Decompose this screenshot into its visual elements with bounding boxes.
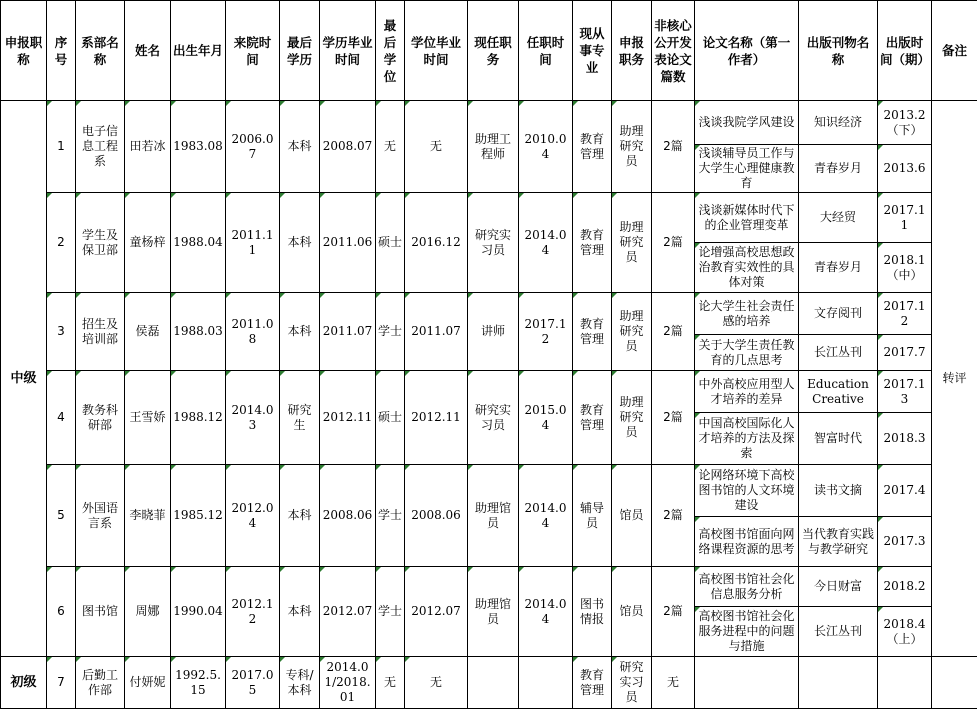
name-cell: 付妍妮 (125, 657, 171, 709)
name-cell: 李晓菲 (125, 465, 171, 567)
header-cell: 出生年月 (171, 1, 226, 101)
degree-date-cell: 2011.07 (405, 293, 468, 371)
arrive-cell: 2017.05 (226, 657, 280, 709)
edu-date-cell: 2011.06 (320, 193, 376, 293)
edu-date-cell: 2008.06 (320, 465, 376, 567)
header-cell: 现从事专业 (573, 1, 612, 101)
journal-cell: 长江丛刊 (799, 335, 878, 371)
edu-cell: 专科/本科 (280, 657, 320, 709)
level-cell-mid: 中级 (1, 101, 47, 657)
degree-date-cell: 无 (405, 657, 468, 709)
pub-date-cell: 2017.4 (878, 465, 932, 517)
post-cell: 研究实习员 (468, 371, 519, 465)
post-cell (468, 657, 519, 709)
pub-date-cell: 2017.3 (878, 517, 932, 567)
header-cell: 来院时间 (226, 1, 280, 101)
pub-date-cell: 2018.1（中） (878, 243, 932, 293)
degree-cell: 硕士 (376, 193, 405, 293)
table-row (1, 657, 977, 709)
paper-title-cell: 浅谈新媒体时代下的企业管理变革 (695, 193, 799, 243)
paper-title-cell (695, 657, 799, 709)
name-cell: 王雪娇 (125, 371, 171, 465)
arrive-cell: 2011.11 (226, 193, 280, 293)
dept-cell: 图书馆 (76, 567, 125, 657)
apply-cell: 助理研究员 (612, 293, 652, 371)
edu-cell: 本科 (280, 567, 320, 657)
degree-date-cell: 2012.11 (405, 371, 468, 465)
table-row (1, 193, 977, 243)
header-cell: 现任职务 (468, 1, 519, 101)
papers-count-cell: 2篇 (652, 567, 695, 657)
major-cell: 教育管理 (573, 193, 612, 293)
edu-cell: 研究生 (280, 371, 320, 465)
name-cell: 童杨梓 (125, 193, 171, 293)
major-cell: 辅导员 (573, 465, 612, 567)
paper-title-cell: 高校图书馆社会化信息服务分析 (695, 567, 799, 607)
journal-cell: 知识经济 (799, 101, 878, 145)
pub-date-cell: 2018.3 (878, 413, 932, 465)
header-cell: 最后学位 (376, 1, 405, 101)
birth-cell: 1992.5.15 (171, 657, 226, 709)
dept-cell: 后勤工作部 (76, 657, 125, 709)
table-row (1, 371, 977, 413)
remark-cell: 转评 (932, 101, 977, 657)
journal-cell: 青春岁月 (799, 145, 878, 193)
pub-date-cell: 2017.7 (878, 335, 932, 371)
pub-date-cell: 2018.2 (878, 567, 932, 607)
birth-cell: 1985.12 (171, 465, 226, 567)
papers-count-cell: 2篇 (652, 371, 695, 465)
level-cell-junior: 初级 (1, 657, 47, 709)
journal-cell (799, 657, 878, 709)
journal-cell: 大经贸 (799, 193, 878, 243)
paper-title-cell: 浅谈我院学风建设 (695, 101, 799, 145)
degree-date-cell: 2012.07 (405, 567, 468, 657)
paper-title-cell: 高校图书馆面向网络课程资源的思考 (695, 517, 799, 567)
table-row (1, 101, 977, 145)
apply-cell: 助理研究员 (612, 371, 652, 465)
header-cell: 学历毕业时间 (320, 1, 376, 101)
seq-cell: 6 (47, 567, 76, 657)
degree-cell: 硕士 (376, 371, 405, 465)
seq-cell: 7 (47, 657, 76, 709)
header-cell: 最后学历 (280, 1, 320, 101)
degree-date-cell: 无 (405, 101, 468, 193)
edu-cell: 本科 (280, 293, 320, 371)
apply-cell: 馆员 (612, 567, 652, 657)
header-cell: 论文名称（第一作者） (695, 1, 799, 101)
post-cell: 助理工程师 (468, 101, 519, 193)
birth-cell: 1988.12 (171, 371, 226, 465)
post-cell: 助理馆员 (468, 465, 519, 567)
header-cell: 申报职务 (612, 1, 652, 101)
paper-title-cell: 中国高校国际化人才培养的方法及探索 (695, 413, 799, 465)
header-cell: 系部名称 (76, 1, 125, 101)
table-row (1, 465, 977, 517)
seq-cell: 4 (47, 371, 76, 465)
edu-cell: 本科 (280, 193, 320, 293)
pub-date-cell: 2017.11 (878, 193, 932, 243)
edu-date-cell: 2012.11 (320, 371, 376, 465)
post-date-cell: 2017.12 (519, 293, 573, 371)
dept-cell: 电子信息工程系 (76, 101, 125, 193)
dept-cell: 教务科研部 (76, 371, 125, 465)
journal-cell: 长江丛刊 (799, 607, 878, 657)
pub-date-cell: 2013.2（下） (878, 101, 932, 145)
paper-title-cell: 论增强高校思想政治教育实效性的具体对策 (695, 243, 799, 293)
paper-title-cell: 论网络环境下高校图书馆的人文环境建设 (695, 465, 799, 517)
degree-cell: 学士 (376, 567, 405, 657)
degree-cell: 学士 (376, 465, 405, 567)
pub-date-cell: 2018.4（上） (878, 607, 932, 657)
major-cell: 教育管理 (573, 293, 612, 371)
header-cell: 出版刊物名称 (799, 1, 878, 101)
header-row (1, 1, 977, 101)
post-cell: 研究实习员 (468, 193, 519, 293)
arrive-cell: 2012.04 (226, 465, 280, 567)
journal-cell: 当代教育实践与教学研究 (799, 517, 878, 567)
major-cell: 图书情报 (573, 567, 612, 657)
degree-cell: 无 (376, 101, 405, 193)
arrive-cell: 2012.12 (226, 567, 280, 657)
edu-date-cell: 2011.07 (320, 293, 376, 371)
edu-date-cell: 2008.07 (320, 101, 376, 193)
dept-cell: 学生及保卫部 (76, 193, 125, 293)
header-cell: 非核心公开发表论文篇数 (652, 1, 695, 101)
apply-cell: 助理研究员 (612, 193, 652, 293)
degree-cell: 无 (376, 657, 405, 709)
post-date-cell: 2015.04 (519, 371, 573, 465)
major-cell: 教育管理 (573, 101, 612, 193)
post-cell: 讲师 (468, 293, 519, 371)
post-date-cell (519, 657, 573, 709)
degree-cell: 学士 (376, 293, 405, 371)
seq-cell: 1 (47, 101, 76, 193)
dept-cell: 招生及培训部 (76, 293, 125, 371)
header-cell: 学位毕业时间 (405, 1, 468, 101)
edu-date-cell: 2012.07 (320, 567, 376, 657)
paper-title-cell: 中外高校应用型人才培养的差异 (695, 371, 799, 413)
apply-cell: 研究实习员 (612, 657, 652, 709)
post-date-cell: 2014.04 (519, 193, 573, 293)
journal-cell: 读书文摘 (799, 465, 878, 517)
pub-date-cell: 2013.6 (878, 145, 932, 193)
papers-count-cell: 2篇 (652, 465, 695, 567)
header-cell: 出版时间（期） (878, 1, 932, 101)
remark-cell (932, 657, 977, 709)
seq-cell: 2 (47, 193, 76, 293)
major-cell: 教育管理 (573, 657, 612, 709)
journal-cell: 智富时代 (799, 413, 878, 465)
major-cell: 教育管理 (573, 371, 612, 465)
arrive-cell: 2011.08 (226, 293, 280, 371)
apply-cell: 助理研究员 (612, 101, 652, 193)
journal-cell: Education Creative (799, 371, 878, 413)
pub-date-cell (878, 657, 932, 709)
edu-cell: 本科 (280, 101, 320, 193)
degree-date-cell: 2016.12 (405, 193, 468, 293)
apply-cell: 馆员 (612, 465, 652, 567)
name-cell: 田若冰 (125, 101, 171, 193)
pub-date-cell: 2017.13 (878, 371, 932, 413)
paper-title-cell: 关于大学生责任教育的几点思考 (695, 335, 799, 371)
name-cell: 周娜 (125, 567, 171, 657)
edu-date-cell: 2014.01/2018.01 (320, 657, 376, 709)
post-date-cell: 2014.04 (519, 567, 573, 657)
post-date-cell: 2014.04 (519, 465, 573, 567)
name-cell: 侯磊 (125, 293, 171, 371)
birth-cell: 1990.04 (171, 567, 226, 657)
dept-cell: 外国语言系 (76, 465, 125, 567)
edu-cell: 本科 (280, 465, 320, 567)
paper-title-cell: 论大学生社会责任感的培养 (695, 293, 799, 335)
table-row (1, 567, 977, 607)
header-cell: 申报职称 (1, 1, 47, 101)
journal-cell: 青春岁月 (799, 243, 878, 293)
pub-date-cell: 2017.12 (878, 293, 932, 335)
header-cell: 姓名 (125, 1, 171, 101)
journal-cell: 文存阅刊 (799, 293, 878, 335)
birth-cell: 1988.04 (171, 193, 226, 293)
paper-title-cell: 浅谈辅导员工作与大学生心理健康教育 (695, 145, 799, 193)
header-cell: 序号 (47, 1, 76, 101)
header-cell: 任职时间 (519, 1, 573, 101)
post-date-cell: 2010.04 (519, 101, 573, 193)
papers-count-cell: 无 (652, 657, 695, 709)
papers-count-cell: 2篇 (652, 293, 695, 371)
arrive-cell: 2006.07 (226, 101, 280, 193)
papers-count-cell: 2篇 (652, 193, 695, 293)
paper-title-cell: 高校图书馆社会化服务进程中的问题与措施 (695, 607, 799, 657)
seq-cell: 3 (47, 293, 76, 371)
arrive-cell: 2014.03 (226, 371, 280, 465)
table-row (1, 293, 977, 335)
degree-date-cell: 2008.06 (405, 465, 468, 567)
birth-cell: 1983.08 (171, 101, 226, 193)
seq-cell: 5 (47, 465, 76, 567)
post-cell: 助理馆员 (468, 567, 519, 657)
birth-cell: 1988.03 (171, 293, 226, 371)
header-cell: 备注 (932, 1, 977, 101)
journal-cell: 今日财富 (799, 567, 878, 607)
papers-count-cell: 2篇 (652, 101, 695, 193)
